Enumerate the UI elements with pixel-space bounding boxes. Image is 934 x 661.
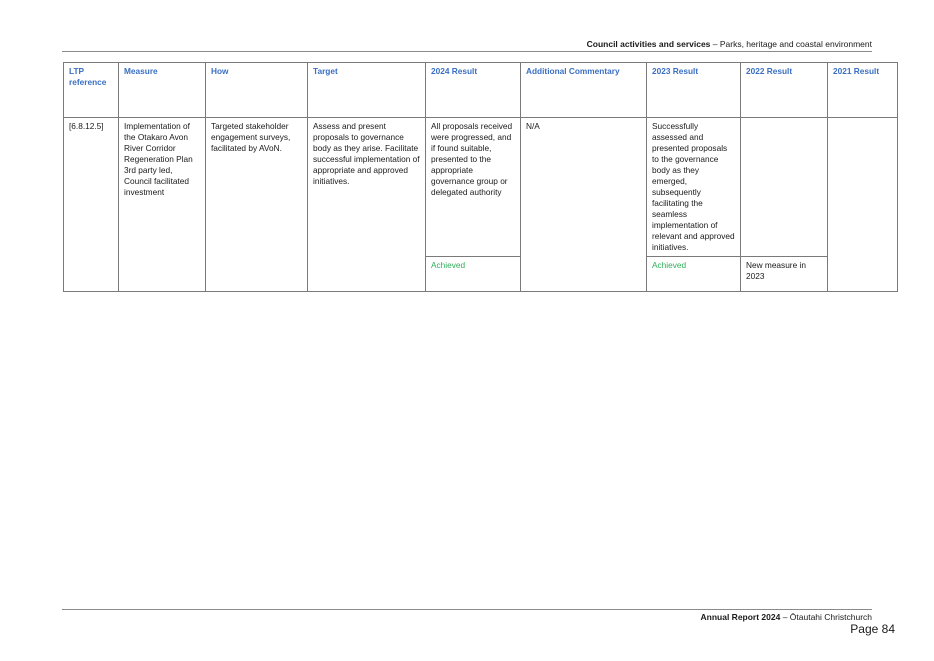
table-header-row [64,63,898,118]
col-2022-result: 2022 Result [741,63,828,118]
header-subsection: – Parks, heritage and coastal environment [710,39,872,49]
cell-ltp-reference: [6.8.12.5] [64,118,119,292]
cell-how: Targeted stakeholder engagement surveys, facilitated by AVoN. [206,118,308,292]
cell-measure: Implementation of the Otakaro Avon River Corridor Regeneration Plan 3rd party led, Council facilitated investment [119,118,206,292]
footer-rule [62,609,872,610]
header-section: Council activities and services [586,39,711,49]
col-additional-commentary: Additional Commentary [521,63,647,118]
cell-2023-status: Achieved [647,257,741,292]
page-footer [62,612,872,622]
table-row [64,118,898,257]
col-2024-result: 2024 Result [426,63,521,118]
cell-2022-status: New measure in 2023 [741,257,828,292]
cell-commentary: N/A [521,118,647,292]
page-header [62,39,872,49]
col-measure: Measure [119,63,206,118]
header-rule [62,51,872,52]
col-2023-result: 2023 Result [647,63,741,118]
page-number: Page 84 [850,622,895,636]
cell-2021-result [828,118,898,292]
col-how: How [206,63,308,118]
cell-2024-status: Achieved [426,257,521,292]
col-target: Target [308,63,426,118]
col-2021-result: 2021 Result [828,63,898,118]
col-ltp-reference: LTP reference [64,63,119,118]
footer-report: Annual Report 2024 [700,612,781,622]
cell-2022-result [741,118,828,257]
cell-2023-result: Successfully assessed and presented proposals to the governance body as they emerged, subsequently facilitating the seamless implementation of relevant and approved initiatives. [647,118,741,257]
cell-2024-result: All proposals received were progressed, and if found suitable, presented to the appropriate governance group or delegated authority [426,118,521,257]
footer-city: – Ōtautahi Christchurch [780,612,872,622]
cell-target: Assess and present proposals to governance body as they arise. Facilitate successful implementation of appropriate and approved initiatives. [308,118,426,292]
results-table [63,62,898,292]
